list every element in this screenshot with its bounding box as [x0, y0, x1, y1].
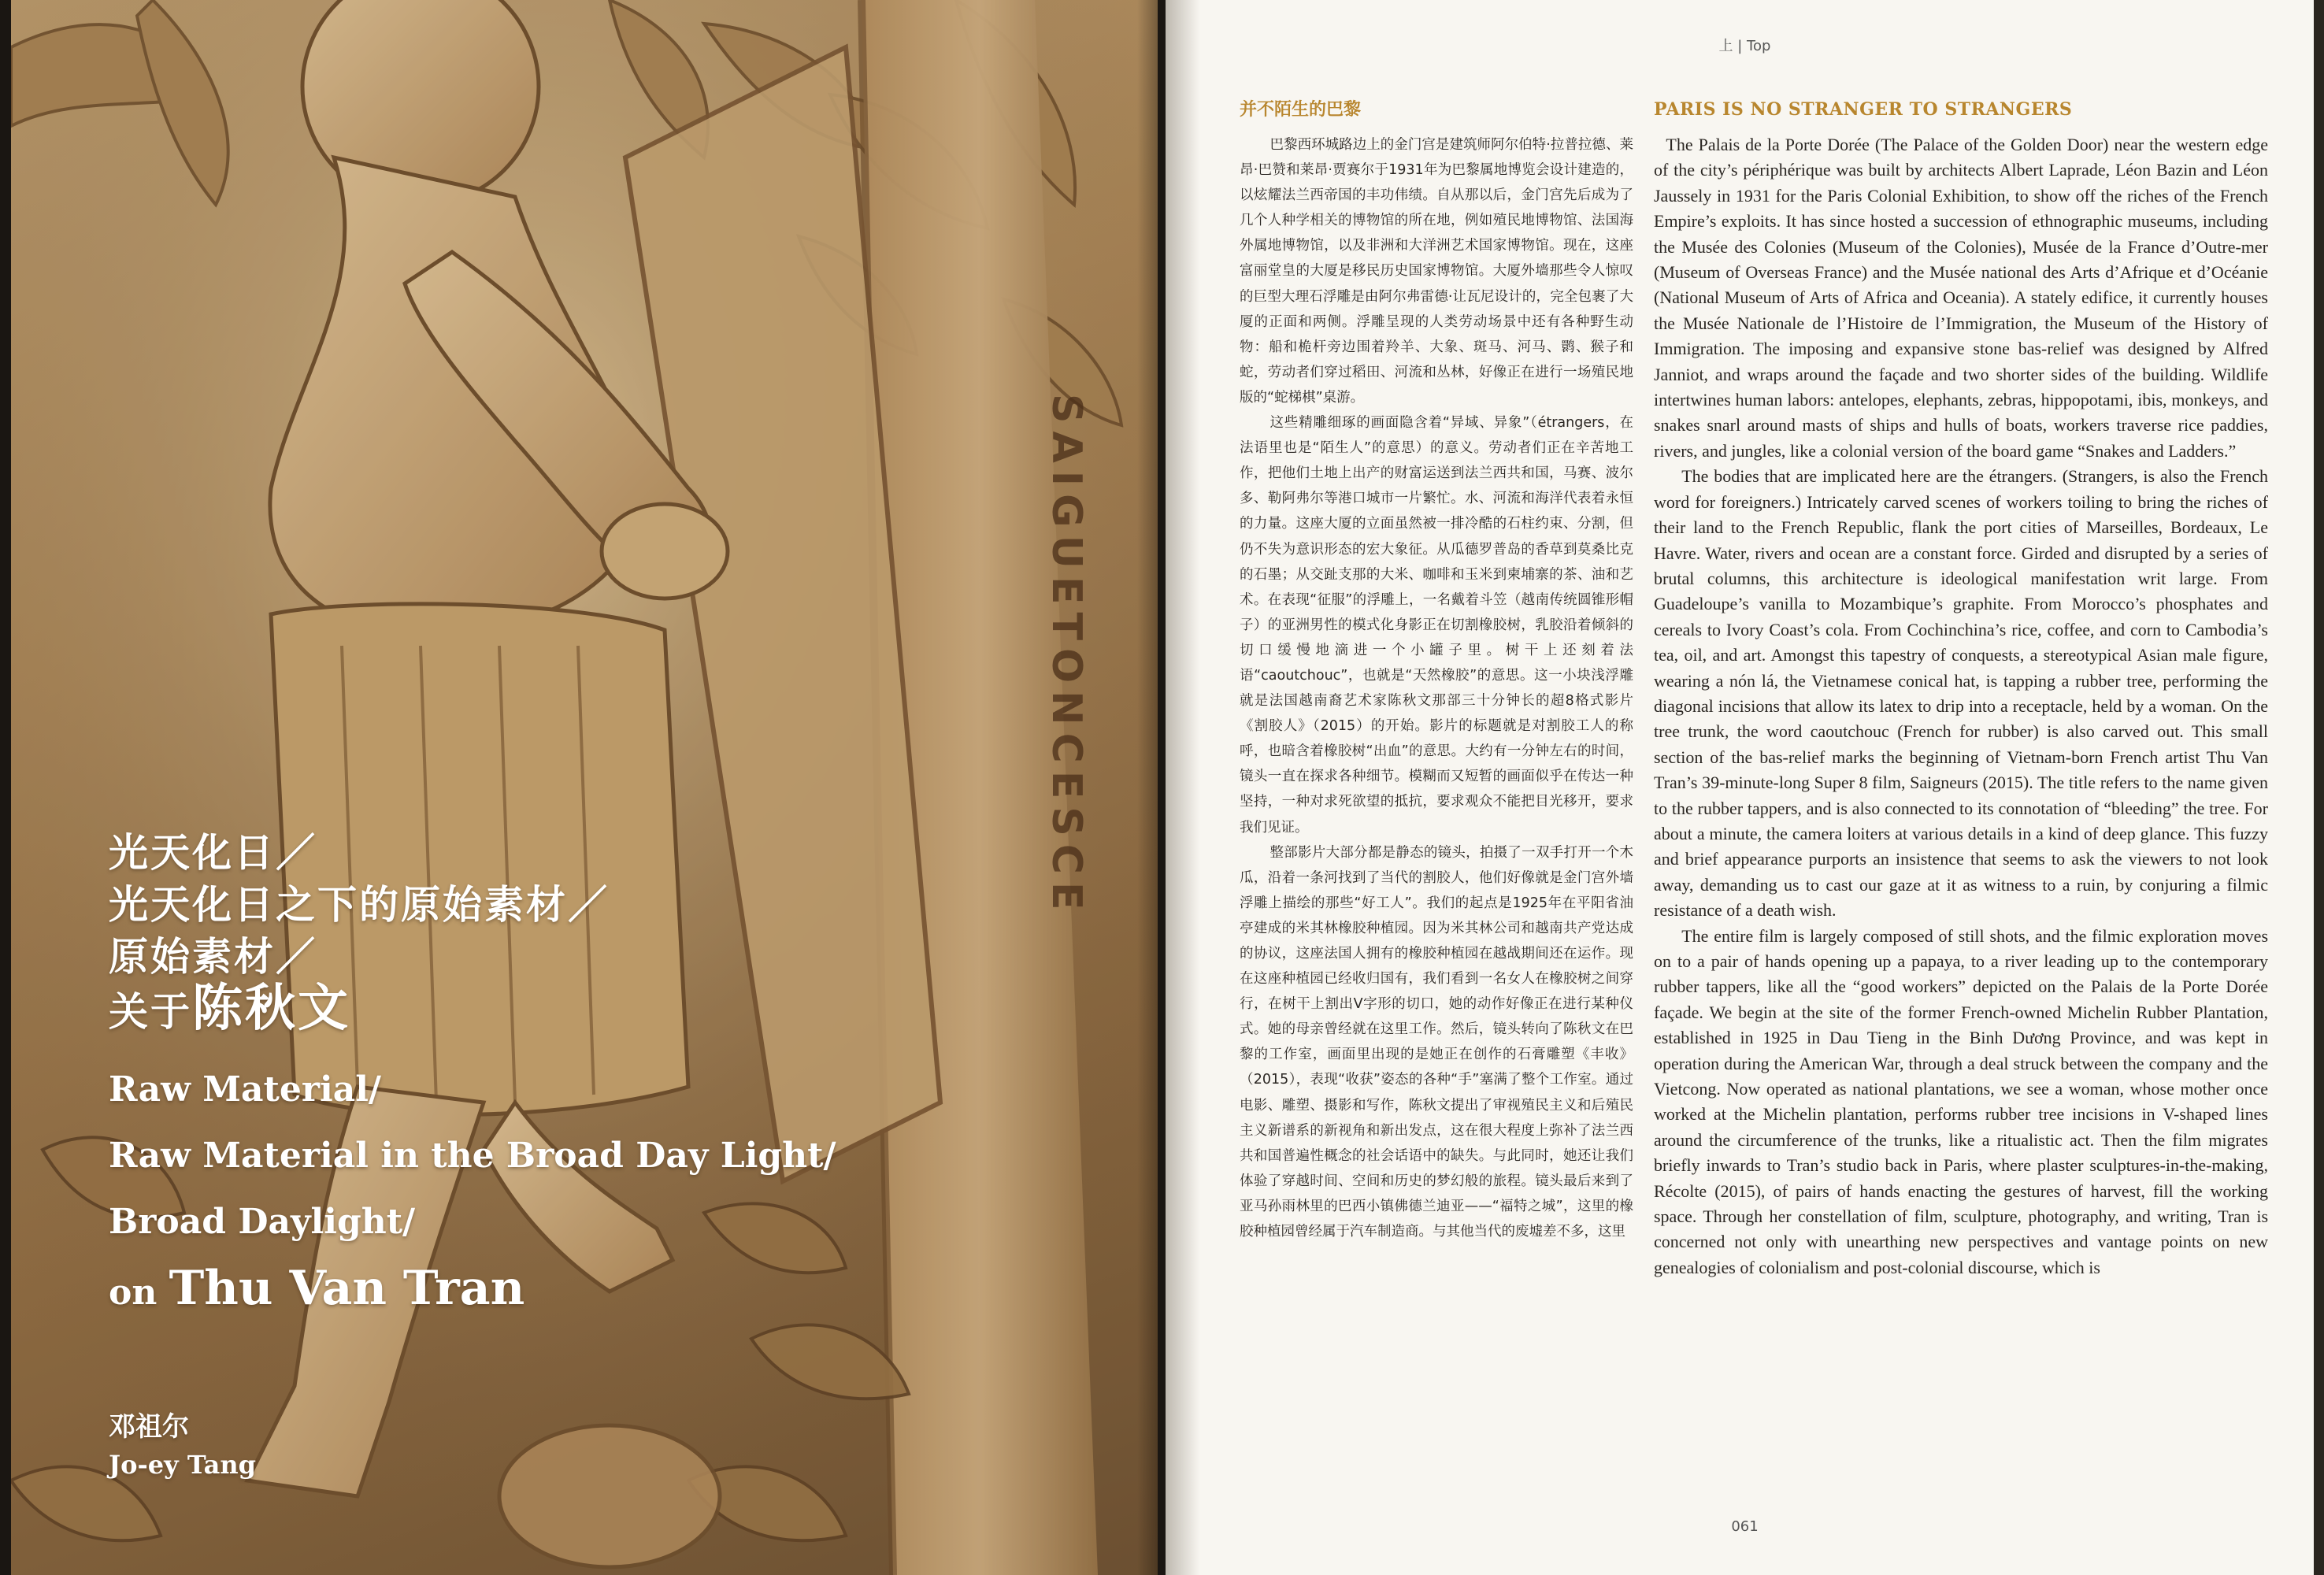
- article-title: [109, 827, 1054, 1326]
- gutter-shadow: [1166, 0, 1200, 1575]
- paragraph-zh: 整部影片大部分都是静态的镜头，拍摄了一双手打开一个木瓜，沿着一条河找到了当代的割胶人，他们好像就是金门宫外墙浮雕上描绘的那些“好工人”。我们的起点是1925年在平阳省油亭建成的米其林橡胶种植园。因为米其林公司和越南共产党达成的协议，这座法国人拥有的橡胶种植园在越战期间还在运作。现在这座种植园已经收归国有，我们看到一名女人在橡胶树之间穿行，在树干上割出V字形的切口，她的动作好像正在进行某种仪式。她的母亲曾经就在这里工作。然后，镜头转向了陈秋文在巴黎的工作室，画面里出现的是她正在创作的石膏雕塑《丰收》（2015），表现“收获”姿态的各种“手”塞满了整个工作室。通过电影、雕塑、摄影和写作，陈秋文提出了审视殖民主义和后殖民主义新谱系的新视角和新出发点，这在很大程度上弥补了法兰西共和国普遍性概念的社会话语中的缺失。与此同时，她还让我们体验了穿越时间、空间和历史的梦幻般的旅程。镜头最后来到了亚马孙雨林里的巴西小镇佛德兰迪亚——“福特之城”，这里的橡胶种植园曾经属于汽车制造商。与其他当代的废墟差不多，这里: [1240, 844, 1633, 1240]
- page-number: 061: [1731, 1518, 1759, 1535]
- title-en-artist-name: Thu Van Tran: [169, 1261, 525, 1316]
- title-zh-line: 光天化日之下的原始素材／: [109, 881, 610, 928]
- byline: [109, 1408, 256, 1484]
- title-en: [109, 1057, 1054, 1326]
- english-text-column: [1654, 98, 2268, 1280]
- title-zh-about: [109, 979, 1054, 1038]
- section-heading-en: PARIS IS NO STRANGER TO STRANGERS: [1654, 99, 2073, 120]
- paragraph-zh: 巴黎西环城路边上的金门宫是建筑师阿尔伯特·拉普拉德、莱昂·巴赞和莱昂·贾赛尔于1931年为巴黎属地博览会设计建造的，以炫耀法兰西帝国的丰功伟绩。自从那以后，金门宫先后成为了几个人种学相关的博物馆的所在地，例如殖民地博物馆、法国海外属地博物馆，以及非洲和大洋洲艺术国家博物馆。现在，这座富丽堂皇的大厦是移民历史国家博物馆。大厦外墙那些令人惊叹的巨型大理石浮雕是由阿尔弗雷德·让瓦尼设计的，完全包裹了大厦的正面和两侧。浮雕呈现的人类劳动场景中还有各种野生动物：船和桅杆旁边围着羚羊、大象、斑马、河马、鹮、猴子和蛇，劳动者们穿过稻田、河流和丛林，好像正在进行一场殖民地版的“蛇梯棋”桌游。: [1240, 137, 1633, 406]
- title-en-on-prefix: on: [109, 1273, 169, 1313]
- page-edge: [2314, 0, 2324, 1575]
- author-name-zh: 邓祖尔: [109, 1411, 189, 1443]
- title-en-line: Raw Material/: [109, 1069, 382, 1110]
- title-zh-artist-name: 陈秋文: [192, 979, 350, 1038]
- title-zh-about-prefix: 关于: [109, 988, 192, 1035]
- paragraph-en: The Palais de la Porte Dorée (The Palace of the Golden Door) near the western edge of the city’s périphérique was built by architects Albert Laprade, Léon Bazin and Léon Jaussely in 1931 for the Paris Colonial Exhibition, to show off the riches of the French Empire’s exploits. It has since hosted a succession of ethnographic museums, including the Musée des Colonies (Museum of the Colonies), Musée de la France d’Outre-mer (Museum of Overseas France) and the Musée national des Arts d’Afrique et d’Océanie (National Museum of Arts of Africa and Oceania). A stately edifice, it currently houses the Musée Nationale de l’Histoire de l’Immigration, the Museum of the History of Immigration. The imposing and expansive stone bas-relief was designed by Alfred Janniot, and wraps around the façade and two shorter sides of the building. Wildlife intertwines human labors: antelopes, elephants, zebras, hippopotami, ibis, monkeys, and snakes snarl around masts of ships and hulls of boats, workers traverse rice paddies, rivers, and jungles, like a colonial version of the board game “Snakes and Ladders.”: [1654, 135, 2268, 461]
- section-heading-zh: 并不陌生的巴黎: [1240, 99, 1362, 120]
- chinese-text-column: [1240, 98, 1633, 1244]
- title-en-about: [109, 1255, 1054, 1326]
- title-zh-line: 光天化日／: [109, 829, 317, 876]
- title-en-line: Broad Daylight/: [109, 1202, 416, 1242]
- title-zh-line: 原始素材／: [109, 933, 317, 980]
- relief-inscription: SAIGUETONCESCE: [1043, 394, 1090, 918]
- running-head: 上 | Top: [1718, 38, 1771, 54]
- right-page-text: [1166, 0, 2324, 1575]
- title-en-line: Raw Material in the Broad Day Light/: [109, 1136, 836, 1176]
- left-page-photo: [11, 0, 1158, 1575]
- bas-relief-photo: [11, 0, 1158, 1575]
- gutter-shadow: [1137, 0, 1158, 1575]
- paragraph-en: The entire film is largely composed of still shots, and the filmic exploration moves on to a pair of hands opening up a papaya, to a river leading up to the contemporary rubber tappers, like all the “good workers” depicted on the Palais de la Porte Dorée façade. We begin at the site of the former French-owned Michelin Rubber Plantation, established in 1925 in Dau Tieng in the Binh Dương Province, and was kept in operation during the American War, through a deal struck between the company and the Vietcong. Now operated as national plantations, we see a woman, whose mother once worked at the Michelin plantation, performs rubber tree incisions in V-shaped lines around the circumference of the trunks, like a ritualistic act. Then the film migrates briefly inwards to Tran’s studio back in Paris, where plaster sculptures-in-the-making, Récolte (2015), of pairs of hands enacting the gestures of harvest, fill the working space. Through her constellation of film, sculpture, photography, and writing, Tran is concerned not only with unearthing new perspectives and vantage points on new genealogies of colonialism and post-colonial discourse, which is: [1654, 925, 2268, 1277]
- paragraph-en: The bodies that are implicated here are the étrangers. (Strangers, is also the French word for foreigners.) Intricately carved scenes of workers toiling to bring the riches of their land to the French Republic, flank the port cities of Marseilles, Bordeaux, Le Havre. Water, rivers and ocean are a constant force. Girded and disrupted by a series of brutal columns, this architecture is ideological manifestation writ large. From Guadeloupe’s vanilla to Mozambique’s graphite. From Morocco’s phosphates and cereals to Ivory Coast’s cola. From Cochinchina’s rice, coffee, and corn to Cambodia’s tea, oil, and art. Amongst this tapestry of conquests, a stereotypical Asian male figure, wearing a nón lá, the Vietnamese conical hat, is tapping a rubber tree, performing the diagonal incisions that allow its latex to drip into a receptacle, held by a woman. On the tree trunk, the word caoutchouc (French for rubber) is also carved out. This small section of the bas-relief marks the beginning of Vietnam-born French artist Thu Van Tran’s 39-minute-long Super 8 film, Saigneurs (2015). The title refers to the name given to the rubber tappers, and is also connected to its connotation of “bleeding” the tree. For about a minute, the camera loiters at various details in a kind of deep glance. This fuzzy and brief appearance purports an insistence that seems to ask the viewers to not look away, demanding us to cast our gaze at it as witness to a ruin, by conjuring a filmic resistance of a death wish.: [1654, 466, 2268, 921]
- author-name-en: Jo-ey Tang: [109, 1450, 256, 1480]
- paragraph-zh: 这些精雕细琢的画面隐含着“异域、异象”（étrangers，在法语里也是“陌生人”的意思）的意义。劳动者们正在辛苦地工作，把他们土地上出产的财富运送到法兰西共和国，马赛、波尔多、勒阿弗尔等港口城市一片繁忙。水、河流和海洋代表着永恒的力量。这座大厦的立面虽然被一排冷酷的石柱约束、分割，但仍不失为意识形态的宏大象征。从瓜德罗普岛的香草到莫桑比克的石墨；从交趾支那的大米、咖啡和玉米到柬埔寨的茶、油和艺术。在表现“征服”的浮雕上，一名戴着斗笠（越南传统圆锥形帽子）的亚洲男性的模式化身影正在切割橡胶树，乳胶沿着倾斜的切口缓慢地滴进一个小罐子里。树干上还刻着法语“caoutchouc”，也就是“天然橡胶”的意思。这一小块浅浮雕就是法国越南裔艺术家陈秋文那部三十分钟长的超8格式影片《割胶人》（2015）的开始。影片的标题就是对割胶工人的称呼，也暗含着橡胶树“出血”的意思。大约有一分钟左右的时间，镜头一直在探求各种细节。模糊而又短暂的画面似乎在传达一种坚持，一种对求死欲望的抵抗，要求观众不能把目光移开，要求我们见证。: [1240, 415, 1633, 836]
